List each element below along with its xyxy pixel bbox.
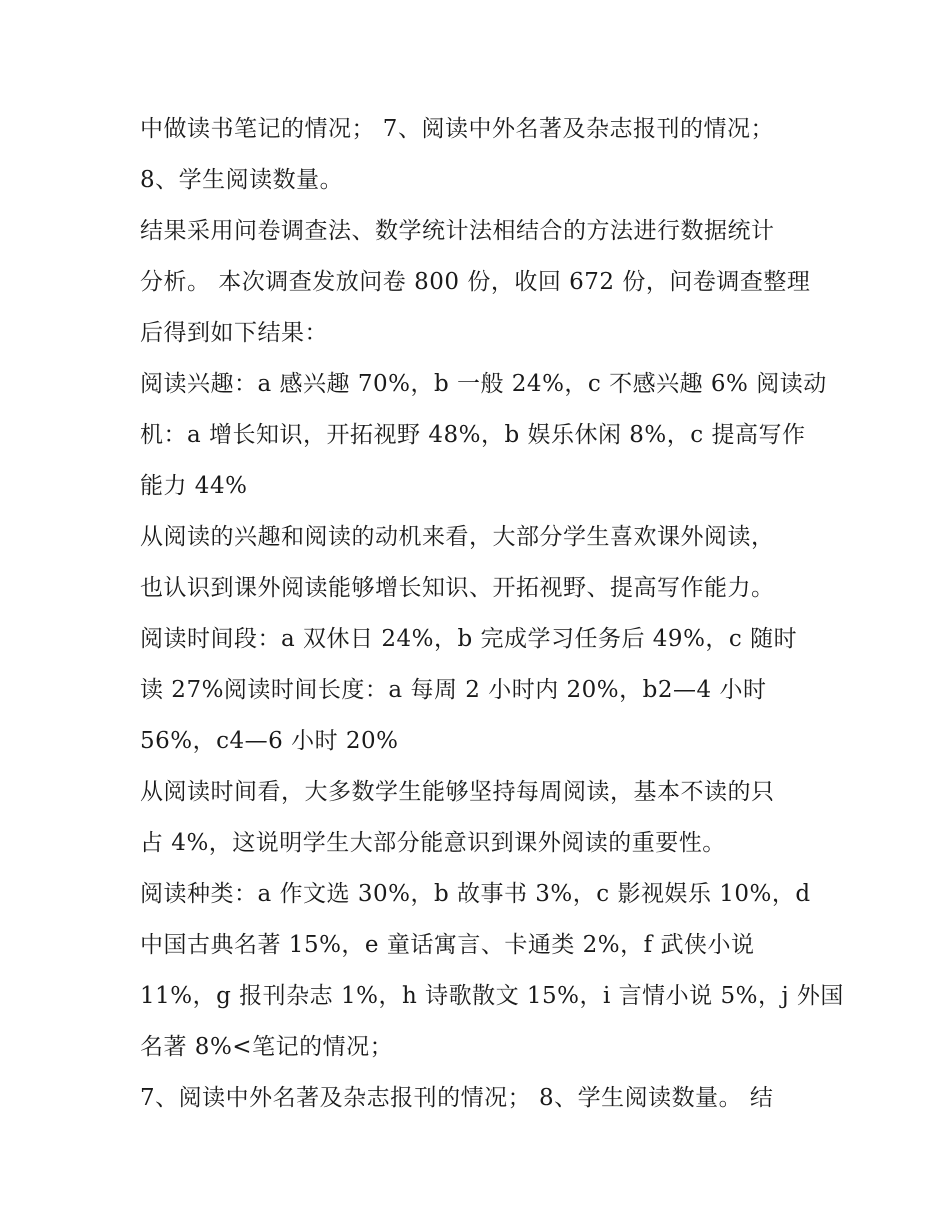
text-line: 能力 44%	[140, 473, 248, 499]
text-line: 阅读时间段：a 双休日 24%，b 完成学习任务后 49%，c 随时	[140, 626, 798, 652]
text-line: 8、学生阅读数量。	[140, 167, 344, 193]
text-line: 中做读书笔记的情况； 7、阅读中外名著及杂志报刊的情况；	[140, 116, 774, 142]
text-line: 后得到如下结果：	[140, 320, 328, 346]
text-line: 阅读兴趣：a 感兴趣 70%，b 一般 24%，c 不感兴趣 6% 阅读动	[140, 371, 827, 397]
text-line: 7、阅读中外名著及杂志报刊的情况； 8、学生阅读数量。 结	[140, 1085, 774, 1111]
text-line: 分析。 本次调查发放问卷 800 份，收回 672 份，问卷调查整理	[140, 269, 811, 295]
text-line: 也认识到课外阅读能够增长知识、开拓视野、提高写作能力。	[140, 575, 775, 601]
text-line: 阅读种类：a 作文选 30%，b 故事书 3%，c 影视娱乐 10%，d	[140, 881, 811, 907]
text-line: 结果采用问卷调查法、数学统计法相结合的方法进行数据统计	[140, 218, 775, 244]
text-line: 占 4%，这说明学生大部分能意识到课外阅读的重要性。	[140, 830, 726, 856]
text-line: 11%，g 报刊杂志 1%，h 诗歌散文 15%，i 言情小说 5%，j 外国	[140, 983, 844, 1009]
text-line: 中国古典名著 15%，e 童话寓言、卡通类 2%，f 武侠小说	[140, 932, 755, 958]
text-line: 名著 8%<笔记的情况；	[140, 1034, 394, 1060]
text-line: 机：a 增长知识，开拓视野 48%，b 娱乐休闲 8%，c 提高写作	[140, 422, 806, 448]
text-line: 从阅读的兴趣和阅读的动机来看，大部分学生喜欢课外阅读，	[140, 524, 775, 550]
text-line: 读 27%阅读时间长度：a 每周 2 小时内 20%，b2—4 小时	[140, 677, 767, 703]
text-line: 56%，c4—6 小时 20%	[140, 728, 399, 754]
text-line: 从阅读时间看，大多数学生能够坚持每周阅读，基本不读的只	[140, 779, 775, 805]
document-body	[140, 104, 844, 1124]
